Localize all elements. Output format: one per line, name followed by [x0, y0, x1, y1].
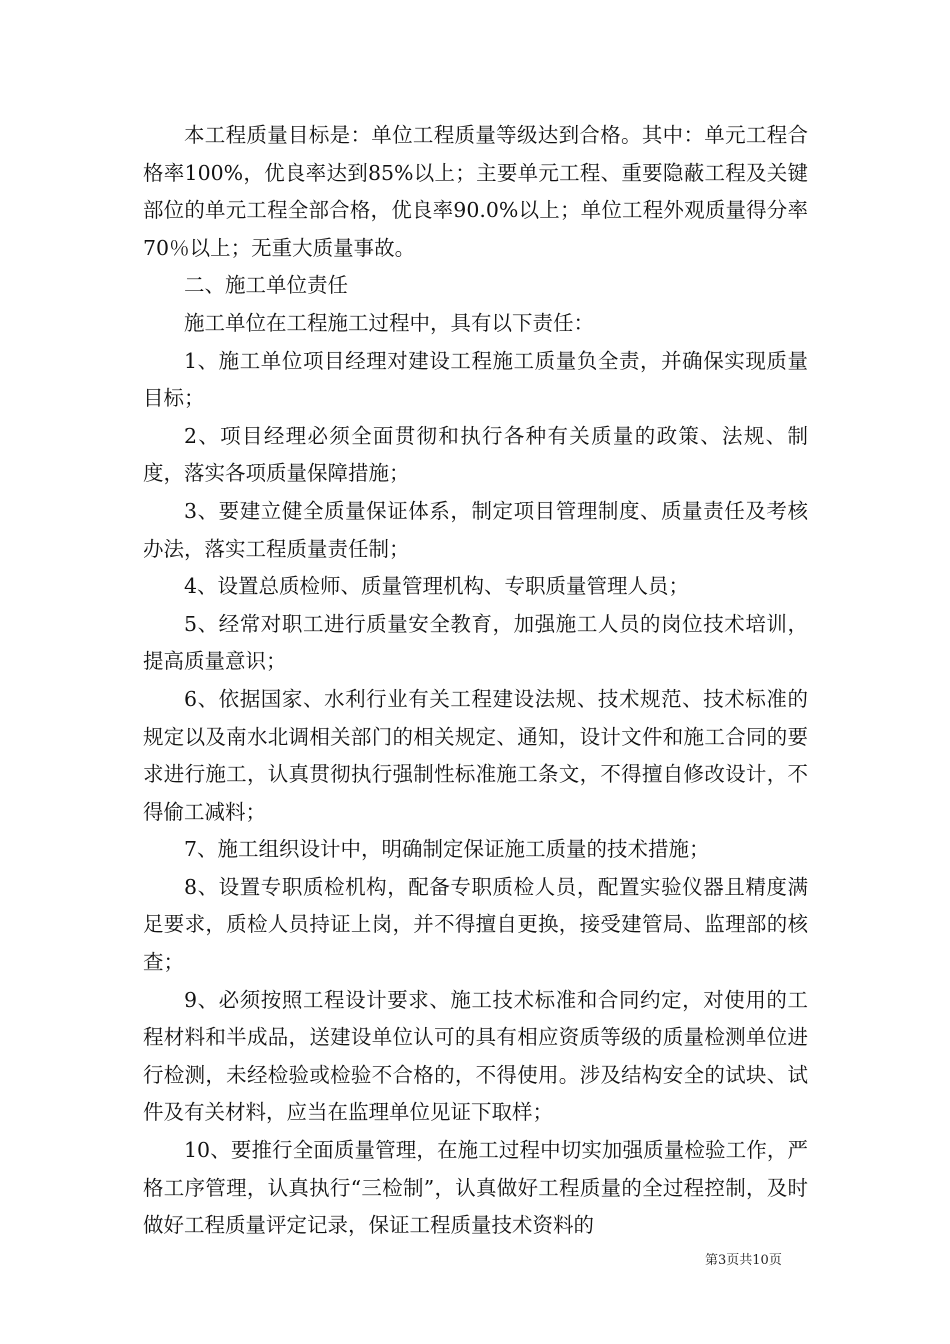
list-item-9: 9、必须按照工程设计要求、施工技术标准和合同约定，对使用的工程材料和半成品，送建设单位认可的具有相应资质等级的质量检测单位进行检测，未经检验或检验不合格的，不得使用。涉及结构安全的试块、试件及有关材料，应当在监理单位见证下取样；	[143, 987, 808, 1125]
list-item-4: 4、设置总质检师、质量管理机构、专职质量管理人员；	[184, 574, 690, 599]
list-item-7: 7、施工组织设计中，明确制定保证施工质量的技术措施；	[184, 837, 710, 862]
paragraph-quality-goal: 本工程质量目标是：单位工程质量等级达到合格。其中：单元工程合格率100%，优良率达到85%以上；主要单元工程、重要隐蔽工程及关键部位的单元工程全部合格，优良率90.0%以上；单位工程外观质量得分率70％以上；无重大质量事故。	[143, 123, 808, 260]
page-number-footer: 第3页共10页	[705, 1253, 782, 1268]
list-item-6: 6、依据国家、水利行业有关工程建设法规、技术规范、技术标准的规定以及南水北调相关部门的相关规定、通知，设计文件和施工合同的要求进行施工，认真贯彻执行强制性标准施工条文，不得擅自修改设计，不得偷工减料；	[143, 686, 808, 824]
list-item-5: 5、经常对职工进行质量安全教育，加强施工人员的岗位技术培训，提高质量意识；	[143, 611, 808, 674]
list-item-8: 8、设置专职质检机构，配备专职质检人员，配置实验仪器且精度满足要求，质检人员持证上岗，并不得擅自更换，接受建管局、监理部的核查；	[143, 874, 808, 975]
list-item-3: 3、要建立健全质量保证体系，制定项目管理制度、质量责任及考核办法，落实工程质量责任制；	[143, 498, 808, 561]
document-body	[143, 117, 808, 1245]
list-item-2: 2、项目经理必须全面贯彻和执行各种有关质量的政策、法规、制度，落实各项质量保障措施；	[143, 423, 808, 486]
paragraph-intro: 施工单位在工程施工过程中，具有以下责任：	[184, 310, 594, 335]
section-heading: 二、施工单位责任	[184, 273, 348, 298]
list-item-1: 1、施工单位项目经理对建设工程施工质量负全责，并确保实现质量目标；	[143, 348, 808, 411]
list-item-10: 10、要推行全面质量管理，在施工过程中切实加强质量检验工作，严格工序管理，认真执行“三检制”，认真做好工程质量的全过程控制，及时做好工程质量评定记录，保证工程质量技术资料的	[143, 1138, 808, 1238]
